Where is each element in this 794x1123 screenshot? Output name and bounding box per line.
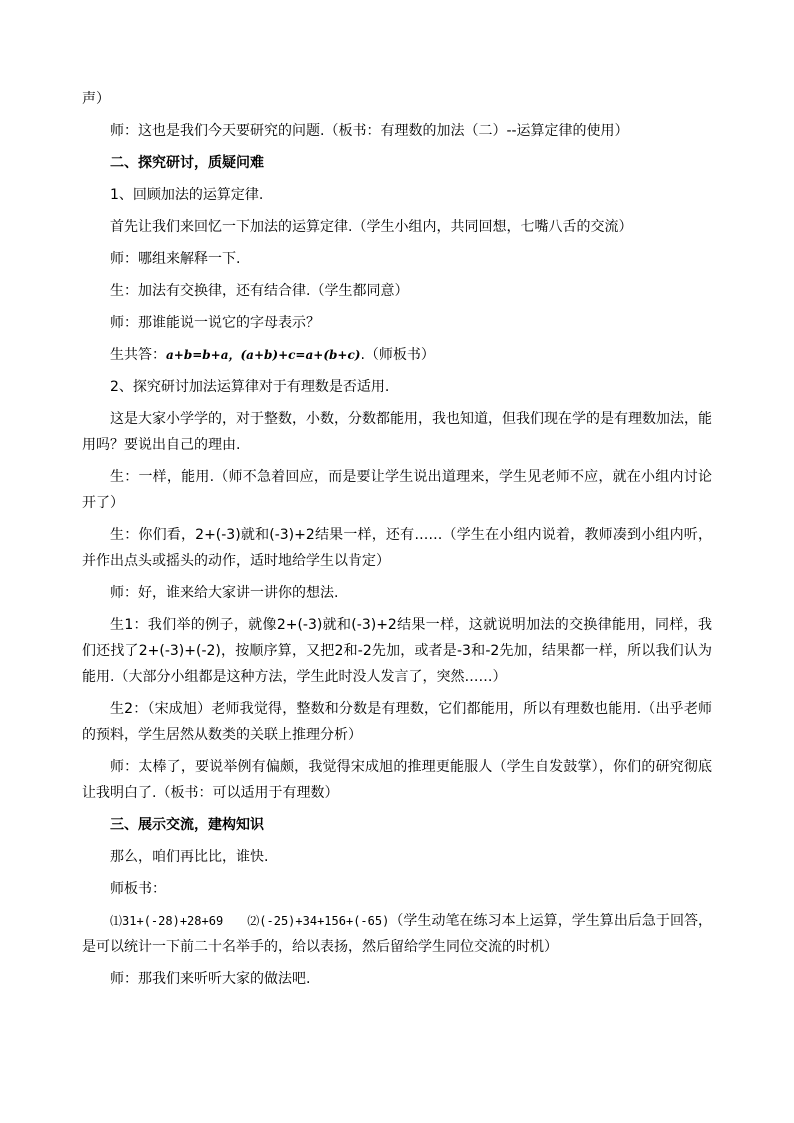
- text-span: （学生动笔在练习本上运算，学生算出后急于回答，是可以统计一下前二十名举手的，给以表扬，然后留给学生同位交流的时机）: [82, 913, 712, 955]
- paragraph: 师：好，谁来给大家讲一讲你的想法.: [110, 585, 339, 601]
- paragraph: 这是大家小学学的，对于整数，小数，分数都能用，我也知道，但我们现在学的是有理数加法，能用吗？要说出自己的理由.: [82, 411, 712, 453]
- paragraph: 师板书：: [110, 881, 166, 897]
- paragraph: 声）: [82, 91, 110, 107]
- paragraph: 师：这也是我们今天要研究的问题.（板书：有理数的加法（二）--运算定律的使用）: [110, 123, 629, 139]
- paragraph: 那么，咱们再比比，谁快.: [110, 849, 269, 865]
- paragraph: 师：太棒了，要说举例有偏颇，我觉得宋成旭的推理更能服人（学生自发鼓掌），你们的研究彻底让我明白了.（板书：可以适用于有理数）: [82, 759, 712, 801]
- paragraph: 师：那我们来听听大家的做法吧.: [110, 971, 311, 987]
- document-page: [82, 86, 712, 998]
- paragraph: 生：加法有交换律，还有结合律.（学生都同意）: [110, 283, 409, 299]
- paragraph: 生：你们看，2+(-3)就和(-3)+2结果一样，还有……（学生在小组内说着，教师凑到小组内听，并作出点头或摇头的动作，适时地给学生以肯定）: [82, 527, 712, 569]
- paragraph: 师：那谁能说一说它的字母表示？: [110, 315, 320, 331]
- paragraph: 2、探究研讨加法运算律对于有理数是否适用.: [110, 379, 390, 395]
- text-span: .（师板书）: [360, 347, 435, 363]
- paragraph: 生：一样，能用.（师不急着回应，而是要让学生说出道理来，学生见老师不应，就在小组内讨论开了）: [82, 469, 712, 511]
- paragraph: 师：哪组来解释一下.: [110, 251, 241, 267]
- paragraph: 首先让我们来回忆一下加法的运算定律.（学生小组内，共同回想，七嘴八舌的交流）: [110, 219, 633, 235]
- formula: a+b=b+a，(a+b)+c=a+(b+c): [166, 348, 361, 362]
- paragraph: 生2：（宋成旭）老师我觉得，整数和分数是有理数，它们都能用，所以有理数也能用.（出乎老师的预料，学生居然从数类的关联上推理分析）: [82, 701, 712, 743]
- section-heading: 三、展示交流，建构知识: [110, 817, 264, 833]
- paragraph-exercises: [82, 908, 712, 960]
- text-span: 生共答：: [110, 347, 166, 363]
- paragraph-formula: [82, 342, 712, 368]
- paragraph: 1、回顾加法的运算定律.: [110, 187, 264, 203]
- exercise-formulas: ⑴31+(-28)+28+69 ⑵(-25)+34+156+(-65): [110, 914, 390, 928]
- paragraph: 生1：我们举的例子，就像2+(-3)就和(-3)+2结果一样，这就说明加法的交换律能用，同样，我们还找了2+(-3)+(-2)，按顺序算，又把2和-2先加，或者是-3和-2先加，结果都一样，所以我们认为能用.（大部分小组都是这种方法，学生此时没人发言了，突然……）: [82, 617, 712, 685]
- section-heading: 二、探究研讨，质疑问难: [110, 155, 264, 171]
